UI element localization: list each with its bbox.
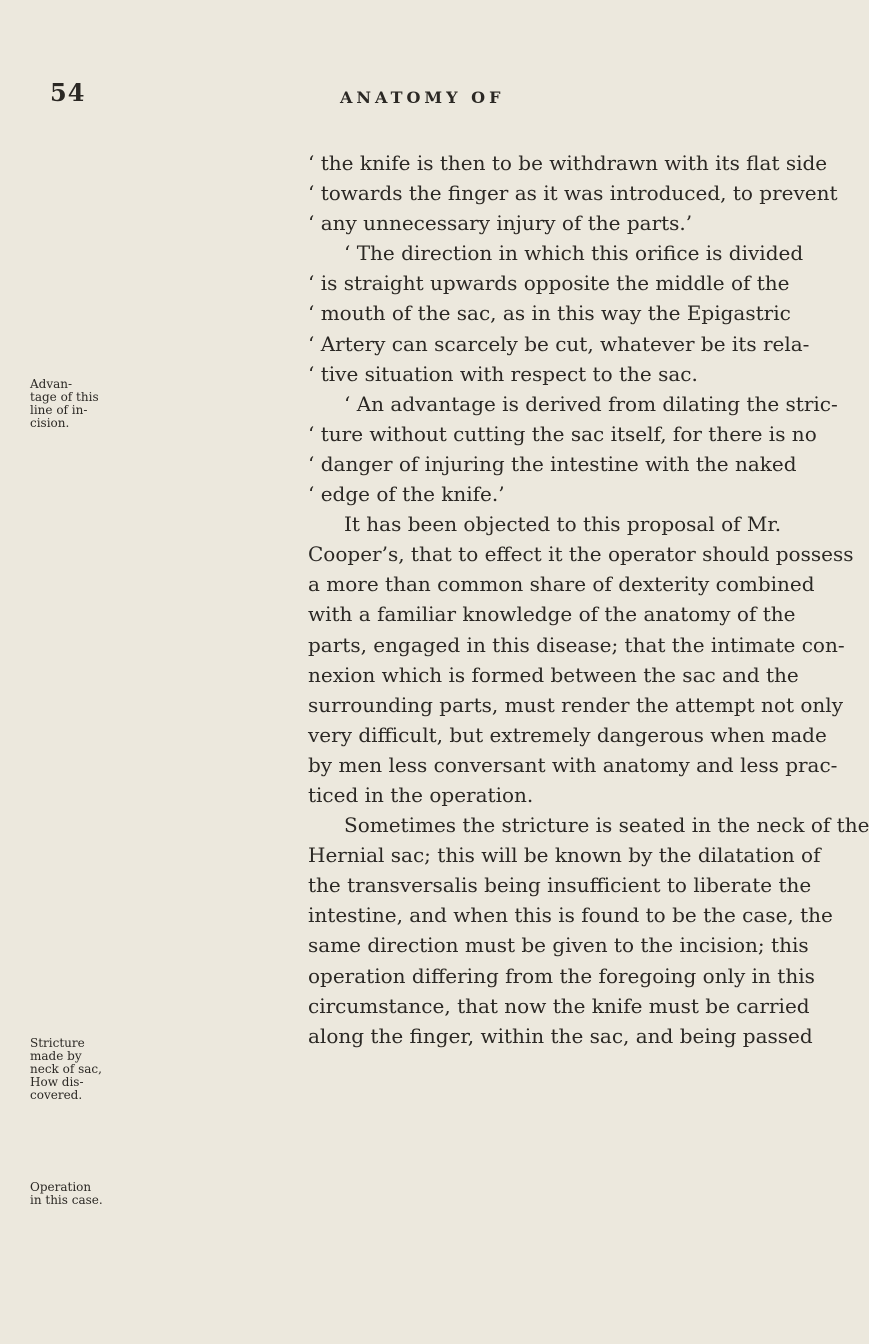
text-line: circumstance, that now the knife must be carried: [308, 993, 810, 1018]
text-line: by men less conversant with anatomy and less prac-: [308, 752, 838, 777]
margin-note-line: in this case.: [30, 1193, 103, 1207]
margin-note-stricture: [30, 1037, 102, 1102]
text-line: ‘ Artery can scarcely be cut, whatever be its rela-: [308, 331, 810, 356]
text-line: ‘ edge of the knife.’: [308, 482, 505, 507]
text-line: ‘ any unnecessary injury of the parts.’: [308, 211, 693, 236]
text-line: operation differing from the foregoing only in this: [308, 963, 815, 988]
margin-note-line: tage of this: [30, 390, 99, 404]
page-number: 54: [50, 78, 86, 107]
margin-note-line: Stricture: [30, 1036, 85, 1050]
text-line: ‘ mouth of the sac, as in this way the Epigastric: [308, 301, 791, 326]
text-line: a more than common share of dexterity combined: [308, 572, 815, 597]
text-line: ticed in the operation.: [308, 782, 534, 807]
text-line: ‘ towards the finger as it was introduced, to prevent: [308, 181, 838, 206]
text-line: ‘ ture without cutting the sac itself, for there is no: [308, 421, 817, 446]
text-line: It has been objected to this proposal of Mr.: [344, 512, 782, 537]
text-line: Cooper’s, that to effect it the operator should possess: [308, 542, 854, 567]
text-line: ‘ An advantage is derived from dilating the stric-: [344, 391, 838, 416]
text-line: with a familiar knowledge of the anatomy of the: [308, 602, 796, 627]
margin-note-line: Advan-: [30, 377, 73, 391]
text-line: ‘ is straight upwards opposite the middle of the: [308, 271, 790, 296]
text-line: parts, engaged in this disease; that the intimate con-: [308, 632, 845, 657]
text-line: Sometimes the stricture is seated in the neck of the: [344, 813, 869, 838]
body-text: [308, 148, 869, 1051]
text-line: nexion which is formed between the sac and the: [308, 662, 799, 687]
text-line: ‘ The direction in which this orifice is divided: [344, 241, 804, 266]
margin-note-line: cision.: [30, 416, 70, 430]
text-line: Hernial sac; this will be known by the dilatation of: [308, 843, 821, 868]
text-line: the transversalis being insufficient to liberate the: [308, 873, 812, 898]
running-head: ANATOMY OF: [340, 88, 505, 107]
text-line: same direction must be given to the incision; this: [308, 933, 809, 958]
margin-note-line: Operation: [30, 1180, 92, 1194]
margin-note-line: neck of sac,: [30, 1062, 102, 1076]
text-line: intestine, and when this is found to be the case, the: [308, 903, 833, 928]
margin-note-line: covered.: [30, 1088, 83, 1102]
text-line: ‘ danger of injuring the intestine with the naked: [308, 451, 797, 476]
margin-note-line: How dis-: [30, 1075, 84, 1089]
text-line: surrounding parts, must render the attempt not only: [308, 692, 843, 717]
margin-note-advantage: [30, 378, 99, 430]
margin-note-line: line of in-: [30, 403, 88, 417]
text-line: ‘ tive situation with respect to the sac.: [308, 361, 698, 386]
text-line: ‘ the knife is then to be withdrawn with its flat side: [308, 151, 828, 175]
text-line: very difficult, but extremely dangerous when made: [308, 722, 827, 747]
margin-note-line: made by: [30, 1049, 82, 1063]
margin-note-operation: [30, 1181, 103, 1207]
text-line: along the finger, within the sac, and being passed: [308, 1023, 813, 1048]
